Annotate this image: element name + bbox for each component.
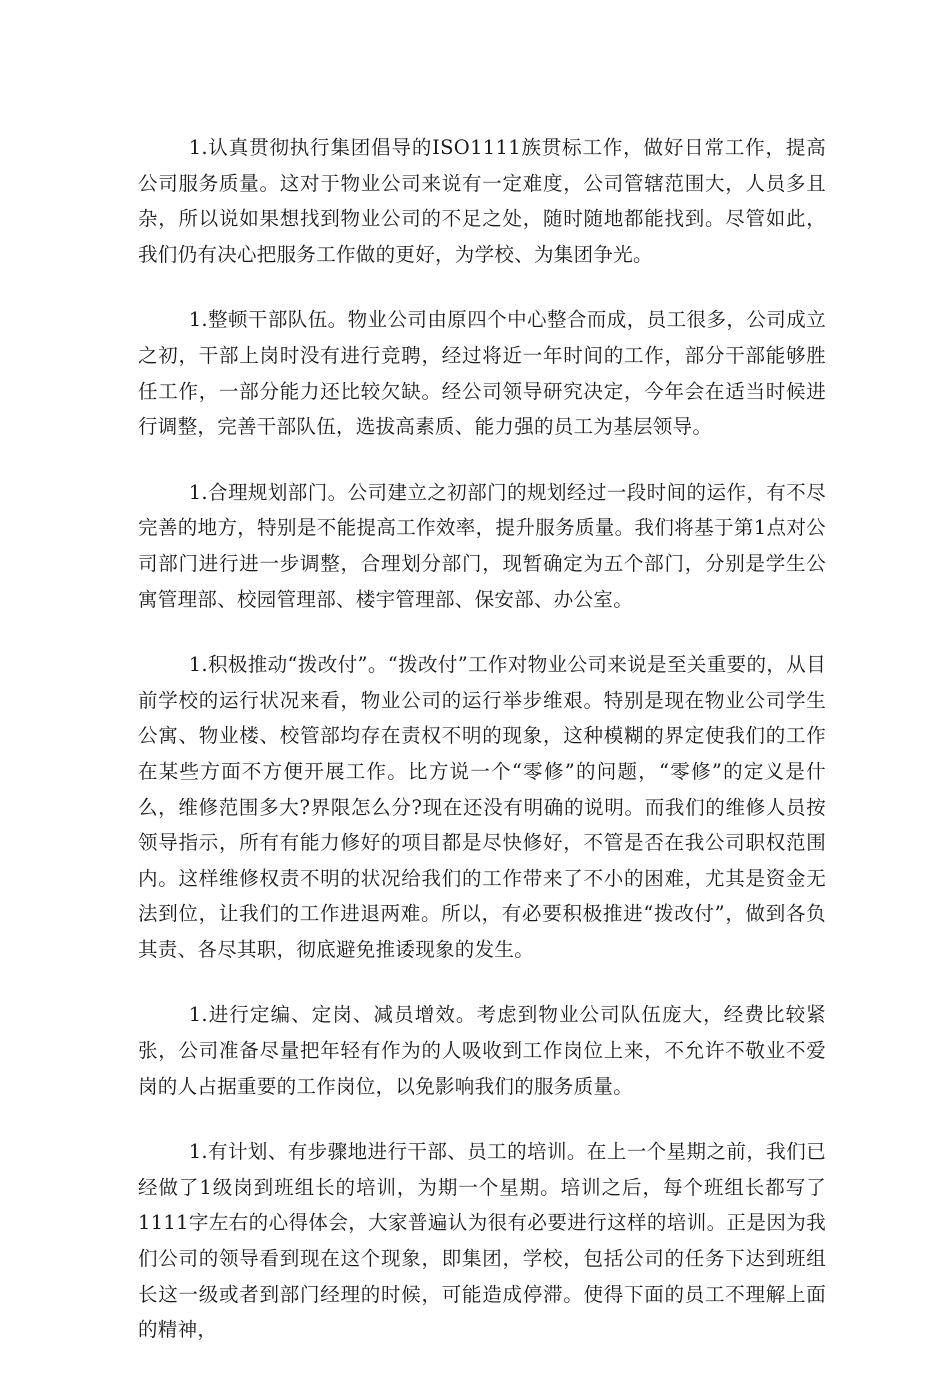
paragraph-training: 1.有计划、有步骤地进行干部、员工的培训。在上一个星期之前，我们已经做了1级岗到班组长的培训，为期一个星期。培训之后，每个班组长都写了1111字左右的心得体会，大家普遍认为很有必要进行这样的培训。正是因为我们公司的领导看到现在这个现象，即集团，学校，包括公司的任务下达到班组长这一级或者到部门经理的时候，可能造成停滞。使得下面的员工不理解上面的精神， <box>138 1140 826 1342</box>
paragraph-department-planning: 1.合理规划部门。公司建立之初部门的规划经过一段时间的运作，有不尽完善的地方，特别是不能提高工作效率，提升服务质量。我们将基于第1点对公司部门进行进一步调整，合理划分部门，现暂确定为五个部门，分别是学生公寓管理部、校园管理部、楼宇管理部、保安部、办公室。 <box>138 480 826 611</box>
document-body <box>138 130 826 1378</box>
paragraph-cadre-team: 1.整顿干部队伍。物业公司由原四个中心整合而成，员工很多，公司成立之初，干部上岗时没有进行竞聘，经过将近一年时间的工作，部分干部能够胜任工作，一部分能力还比较欠缺。经公司领导研究决定，今年会在适当时候进行调整，完善干部队伍，选拔高素质、能力强的员工为基层领导。 <box>138 308 826 439</box>
paragraph-iso-standard: 1.认真贯彻执行集团倡导的ISO1111族贯标工作，做好日常工作，提高公司服务质量。这对于物业公司来说有一定难度，公司管辖范围大，人员多且杂，所以说如果想找到物业公司的不足之处，随时随地都能找到。尽管如此，我们仍有决心把服务工作做的更好，为学校、为集团争光。 <box>138 136 826 266</box>
paragraph-staffing: 1.进行定编、定岗、减员增效。考虑到物业公司队伍庞大，经费比较紧张，公司准备尽量把年轻有作为的人吸收到工作岗位上来，不允许不敬业不爱岗的人占据重要的工作岗位，以免影响我们的服务质量。 <box>138 1003 826 1098</box>
paragraph-bo-gai-fu: 1.积极推动“拨改付”。“拨改付”工作对物业公司来说是至关重要的，从目前学校的运行状况来看，物业公司的运行举步维艰。特别是现在物业公司学生公寓、物业楼、校管部均存在责权不明的现象，这种模糊的界定使我们的工作在某些方面不方便开展工作。比方说一个“零修”的问题，“零修”的定义是什么，维修范围多大?界限怎么分?现在还没有明确的说明。而我们的维修人员按领导指示，所有有能力修好的项目都是尽快修好，不管是否在我公司职权范围内。这样维修权责不明的状况给我们的工作带来了不小的困难，尤其是资金无法到位，让我们的工作进退两难。所以，有必要积极推进“拨改付”，做到各负其责、各尽其职，彻底避免推诿现象的发生。 <box>138 653 826 961</box>
